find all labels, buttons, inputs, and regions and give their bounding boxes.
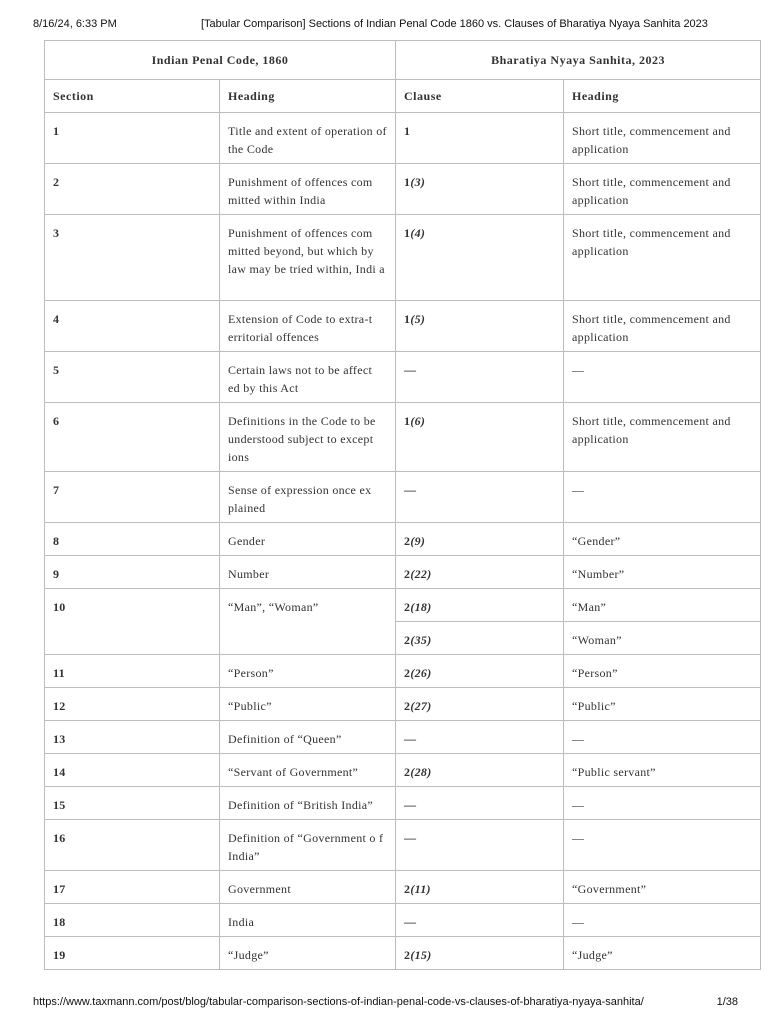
bns-heading-cell: — bbox=[564, 787, 761, 820]
table-row bbox=[45, 523, 761, 556]
clause-subsection: (18) bbox=[410, 600, 432, 614]
clause-subsection: (26) bbox=[410, 666, 432, 680]
clause-subsection: (4) bbox=[410, 226, 426, 240]
section-cell: 2 bbox=[45, 164, 220, 215]
bns-heading-cell: “Woman” bbox=[564, 622, 761, 655]
ipc-group-header: Indian Penal Code, 1860 bbox=[45, 41, 396, 80]
clause-subsection: (35) bbox=[410, 633, 432, 647]
clause-number: 1 bbox=[404, 175, 411, 189]
section-cell: 12 bbox=[45, 688, 220, 721]
bns-heading-cell: — bbox=[564, 721, 761, 754]
ipc-heading-cell: Definitions in the Code to be understood subject to except ions bbox=[220, 403, 396, 472]
ipc-heading-cell: “Man”, “Woman” bbox=[220, 589, 396, 655]
ipc-heading-cell: “Public” bbox=[220, 688, 396, 721]
table-row bbox=[45, 721, 761, 754]
ipc-heading-cell: “Judge” bbox=[220, 937, 396, 970]
section-cell: 11 bbox=[45, 655, 220, 688]
section-cell: 5 bbox=[45, 352, 220, 403]
clause-number: 2 bbox=[404, 567, 411, 581]
section-cell: 14 bbox=[45, 754, 220, 787]
table-row bbox=[45, 403, 761, 472]
bns-heading-cell: — bbox=[564, 820, 761, 871]
ipc-heading-cell: Certain laws not to be affect ed by this Act bbox=[220, 352, 396, 403]
print-footer bbox=[0, 992, 768, 1012]
clause-number: 2 bbox=[404, 948, 411, 962]
ipc-heading-cell: Sense of expression once ex plained bbox=[220, 472, 396, 523]
clause-cell bbox=[396, 472, 564, 523]
ipc-heading-cell: Punishment of offences com mitted beyond, but which by law may be tried within, Indi a bbox=[220, 215, 396, 301]
section-cell: 18 bbox=[45, 904, 220, 937]
section-cell: 17 bbox=[45, 871, 220, 904]
clause-subsection: (5) bbox=[410, 312, 426, 326]
clause-cell bbox=[396, 787, 564, 820]
page-number: 1/38 bbox=[716, 996, 738, 1008]
table-row bbox=[45, 937, 761, 970]
table-row bbox=[45, 113, 761, 164]
section-cell: 6 bbox=[45, 403, 220, 472]
bns-heading-cell: “Gender” bbox=[564, 523, 761, 556]
print-date: 8/16/24, 6:33 PM bbox=[33, 18, 117, 30]
document-title: [Tabular Comparison] Sections of Indian Penal Code 1860 vs. Clauses of Bharatiya Nyaya Sanhita 2023 bbox=[201, 18, 708, 30]
ipc-heading-cell: Extension of Code to extra-t erritorial offences bbox=[220, 301, 396, 352]
section-cell: 8 bbox=[45, 523, 220, 556]
table-row bbox=[45, 589, 761, 622]
section-cell: 15 bbox=[45, 787, 220, 820]
ipc-heading-cell: India bbox=[220, 904, 396, 937]
section-cell: 4 bbox=[45, 301, 220, 352]
comparison-table-container bbox=[44, 40, 760, 970]
ipc-heading-cell: Definition of “British India” bbox=[220, 787, 396, 820]
clause-cell bbox=[396, 113, 564, 164]
ipc-heading-cell: Definition of “Queen” bbox=[220, 721, 396, 754]
clause-number: 2 bbox=[404, 633, 411, 647]
clause-number: 2 bbox=[404, 534, 411, 548]
comparison-table bbox=[44, 40, 761, 970]
clause-number: 1 bbox=[404, 312, 411, 326]
clause-subsection: (11) bbox=[410, 882, 431, 896]
ipc-heading-cell: Government bbox=[220, 871, 396, 904]
clause-subsection: (3) bbox=[410, 175, 426, 189]
clause-number: 2 bbox=[404, 699, 411, 713]
ipc-heading-cell: Gender bbox=[220, 523, 396, 556]
clause-cell bbox=[396, 589, 564, 622]
print-header bbox=[0, 0, 768, 40]
table-row bbox=[45, 688, 761, 721]
clause-number: 2 bbox=[404, 765, 411, 779]
clause-number: 1 bbox=[404, 226, 411, 240]
bns-heading-cell: “Number” bbox=[564, 556, 761, 589]
clause-number: 2 bbox=[404, 882, 411, 896]
clause-number: — bbox=[404, 363, 417, 377]
table-row bbox=[45, 655, 761, 688]
clause-cell bbox=[396, 556, 564, 589]
clause-number: — bbox=[404, 732, 417, 746]
section-cell: 3 bbox=[45, 215, 220, 301]
bns-heading-cell: — bbox=[564, 472, 761, 523]
bns-heading-cell: “Government” bbox=[564, 871, 761, 904]
section-cell: 16 bbox=[45, 820, 220, 871]
column-header-ipc-heading: Heading bbox=[220, 80, 396, 113]
clause-cell bbox=[396, 164, 564, 215]
clause-subsection: (15) bbox=[410, 948, 432, 962]
bns-heading-cell: “Public servant” bbox=[564, 754, 761, 787]
section-cell: 13 bbox=[45, 721, 220, 754]
bns-heading-cell: “Public” bbox=[564, 688, 761, 721]
table-row bbox=[45, 754, 761, 787]
ipc-heading-cell: Definition of “Government o f India” bbox=[220, 820, 396, 871]
ipc-heading-cell: Punishment of offences com mitted within India bbox=[220, 164, 396, 215]
table-row bbox=[45, 904, 761, 937]
section-cell: 1 bbox=[45, 113, 220, 164]
table-row bbox=[45, 352, 761, 403]
section-cell: 9 bbox=[45, 556, 220, 589]
bns-heading-cell: “Judge” bbox=[564, 937, 761, 970]
table-row bbox=[45, 787, 761, 820]
section-cell: 7 bbox=[45, 472, 220, 523]
clause-cell bbox=[396, 352, 564, 403]
clause-subsection: (22) bbox=[410, 567, 432, 581]
clause-number: — bbox=[404, 831, 417, 845]
table-row bbox=[45, 472, 761, 523]
bns-heading-cell: Short title, commencement and application bbox=[564, 403, 761, 472]
clause-cell bbox=[396, 215, 564, 301]
source-url: https://www.taxmann.com/post/blog/tabular-comparison-sections-of-indian-penal-code-vs-clauses-of-bharatiya-nyaya-sanhita/ bbox=[33, 996, 644, 1008]
bns-heading-cell: — bbox=[564, 904, 761, 937]
clause-cell bbox=[396, 523, 564, 556]
clause-number: — bbox=[404, 915, 417, 929]
clause-number: 2 bbox=[404, 666, 411, 680]
clause-number: — bbox=[404, 798, 417, 812]
table-row bbox=[45, 301, 761, 352]
bns-heading-cell: — bbox=[564, 352, 761, 403]
table-row bbox=[45, 164, 761, 215]
ipc-heading-cell: Number bbox=[220, 556, 396, 589]
bns-heading-cell: Short title, commencement and application bbox=[564, 164, 761, 215]
clause-cell bbox=[396, 820, 564, 871]
section-cell: 19 bbox=[45, 937, 220, 970]
clause-cell bbox=[396, 655, 564, 688]
section-cell: 10 bbox=[45, 589, 220, 655]
clause-cell bbox=[396, 721, 564, 754]
table-row bbox=[45, 215, 761, 301]
bns-heading-cell: “Person” bbox=[564, 655, 761, 688]
clause-number: 2 bbox=[404, 600, 411, 614]
table-row bbox=[45, 871, 761, 904]
ipc-heading-cell: “Servant of Government” bbox=[220, 754, 396, 787]
clause-subsection: (6) bbox=[410, 414, 426, 428]
clause-cell bbox=[396, 688, 564, 721]
clause-cell bbox=[396, 403, 564, 472]
table-row bbox=[45, 556, 761, 589]
bns-heading-cell: Short title, commencement and application bbox=[564, 113, 761, 164]
column-header-bns-heading: Heading bbox=[564, 80, 761, 113]
clause-number: — bbox=[404, 483, 417, 497]
clause-subsection: (28) bbox=[410, 765, 432, 779]
clause-cell bbox=[396, 301, 564, 352]
bns-heading-cell: Short title, commencement and application bbox=[564, 301, 761, 352]
bns-heading-cell: Short title, commencement and application bbox=[564, 215, 761, 301]
column-header-section: Section bbox=[45, 80, 220, 113]
clause-cell bbox=[396, 754, 564, 787]
clause-cell bbox=[396, 904, 564, 937]
clause-cell bbox=[396, 937, 564, 970]
clause-cell bbox=[396, 622, 564, 655]
table-body bbox=[45, 113, 761, 970]
clause-number: 1 bbox=[404, 124, 411, 138]
bns-group-header: Bharatiya Nyaya Sanhita, 2023 bbox=[396, 41, 761, 80]
clause-cell bbox=[396, 871, 564, 904]
clause-subsection: (9) bbox=[410, 534, 426, 548]
bns-heading-cell: “Man” bbox=[564, 589, 761, 622]
clause-subsection: (27) bbox=[410, 699, 432, 713]
column-header-clause: Clause bbox=[396, 80, 564, 113]
ipc-heading-cell: Title and extent of operation of the Code bbox=[220, 113, 396, 164]
clause-number: 1 bbox=[404, 414, 411, 428]
table-row bbox=[45, 820, 761, 871]
ipc-heading-cell: “Person” bbox=[220, 655, 396, 688]
